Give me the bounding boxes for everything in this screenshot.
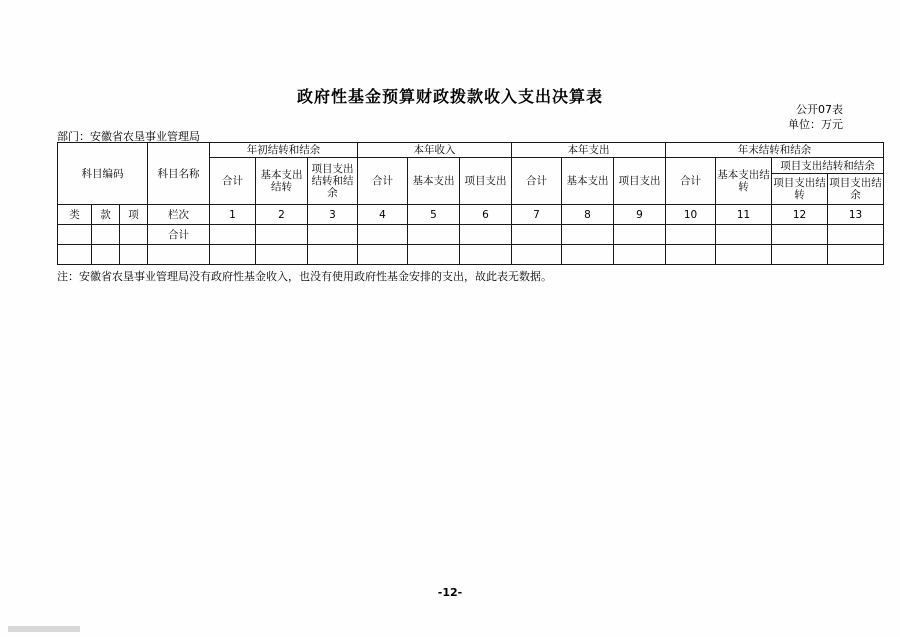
code-sub-xiang: 项 [120, 205, 148, 225]
cell-empty [92, 245, 120, 265]
header-expense-total: 合计 [512, 158, 562, 205]
row-label-lanci: 栏次 [148, 205, 210, 225]
header-income-total: 合计 [358, 158, 408, 205]
header-expense-project: 项目支出 [614, 158, 666, 205]
cell-empty [828, 245, 884, 265]
colnum-12: 12 [772, 205, 828, 225]
department-line: 部门：安徽省农垦事业管理局 [57, 130, 200, 143]
header-begin-basic: 基本支出结转 [256, 158, 308, 205]
cell-xiang [120, 225, 148, 245]
colnum-13: 13 [828, 205, 884, 225]
cell-empty [512, 245, 562, 265]
table-header-row-1 [58, 143, 884, 158]
cell-empty [308, 245, 358, 265]
table-row-column-numbers [58, 205, 884, 225]
budget-table [57, 142, 884, 265]
cell-empty [666, 245, 716, 265]
cell-begin-project [308, 225, 358, 245]
header-income-project: 项目支出 [460, 158, 512, 205]
cell-lei [58, 225, 92, 245]
colnum-7: 7 [512, 205, 562, 225]
cell-begin-total [210, 225, 256, 245]
cell-empty [772, 245, 828, 265]
header-begin-project: 项目支出结转和结余 [308, 158, 358, 205]
header-end-project-surplus: 项目支出结余 [828, 174, 884, 205]
page-title: 政府性基金预算财政拨款收入支出决算表 [296, 87, 603, 106]
table-row [58, 245, 884, 265]
table-row [58, 225, 884, 245]
cell-empty [460, 245, 512, 265]
cell-begin-basic [256, 225, 308, 245]
cell-kuan [92, 225, 120, 245]
header-year-expense: 本年支出 [512, 143, 666, 158]
cell-income-total [358, 225, 408, 245]
header-end-total: 合计 [666, 158, 716, 205]
header-end-project-carry: 项目支出结转 [772, 174, 828, 205]
cell-empty [58, 245, 92, 265]
cell-end-project-surplus [828, 225, 884, 245]
page-number: -12- [437, 586, 463, 599]
footer-artifact [8, 626, 80, 632]
cell-expense-basic [562, 225, 614, 245]
header-begin-balance: 年初结转和结余 [210, 143, 358, 158]
header-code: 科目编码 [58, 143, 148, 205]
code-sub-lei: 类 [58, 205, 92, 225]
cell-end-total [666, 225, 716, 245]
header-year-income: 本年收入 [358, 143, 512, 158]
cell-empty [148, 245, 210, 265]
cell-empty [120, 245, 148, 265]
unit-label: 单位：万元 [788, 118, 843, 131]
header-begin-total: 合计 [210, 158, 256, 205]
colnum-11: 11 [716, 205, 772, 225]
colnum-5: 5 [408, 205, 460, 225]
cell-empty [408, 245, 460, 265]
header-end-basic: 基本支出结转 [716, 158, 772, 205]
colnum-6: 6 [460, 205, 512, 225]
cell-end-project-carry [772, 225, 828, 245]
cell-income-basic [408, 225, 460, 245]
code-sub-kuan: 款 [92, 205, 120, 225]
header-expense-basic: 基本支出 [562, 158, 614, 205]
colnum-4: 4 [358, 205, 408, 225]
cell-empty [716, 245, 772, 265]
colnum-3: 3 [308, 205, 358, 225]
table-note: 注：安徽省农垦事业管理局没有政府性基金收入，也没有使用政府性基金安排的支出，故此表无数据。 [57, 270, 552, 283]
header-end-project-group: 项目支出结转和结余 [772, 158, 884, 174]
header-end-balance: 年末结转和结余 [666, 143, 884, 158]
colnum-9: 9 [614, 205, 666, 225]
row-label-heji: 合计 [148, 225, 210, 245]
cell-empty [562, 245, 614, 265]
colnum-10: 10 [666, 205, 716, 225]
cell-empty [256, 245, 308, 265]
cell-empty [614, 245, 666, 265]
cell-expense-total [512, 225, 562, 245]
colnum-8: 8 [562, 205, 614, 225]
colnum-2: 2 [256, 205, 308, 225]
form-code: 公开07表 [796, 103, 843, 116]
cell-empty [210, 245, 256, 265]
cell-empty [358, 245, 408, 265]
header-name: 科目名称 [148, 143, 210, 205]
colnum-1: 1 [210, 205, 256, 225]
header-income-basic: 基本支出 [408, 158, 460, 205]
cell-income-project [460, 225, 512, 245]
cell-end-basic [716, 225, 772, 245]
cell-expense-project [614, 225, 666, 245]
